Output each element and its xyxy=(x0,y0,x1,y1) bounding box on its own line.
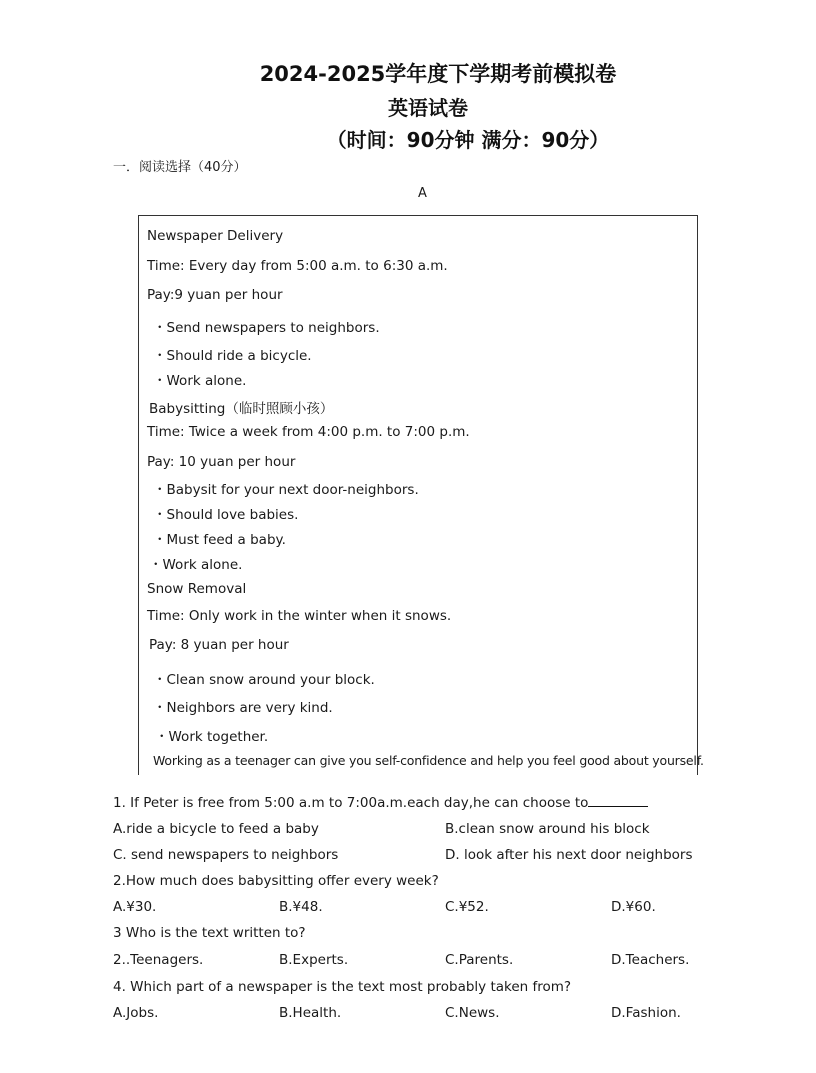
job1-bullet: ・Send newspapers to neighbors. xyxy=(153,320,380,336)
job2-bullet: ・Work alone. xyxy=(149,557,243,573)
passage-box xyxy=(138,215,704,775)
q4-option-b[interactable]: B.Health. xyxy=(279,1005,342,1021)
job1-bullet: ・Work alone. xyxy=(153,373,247,389)
job1-pay: Pay:9 yuan per hour xyxy=(147,287,283,303)
job1-time: Time: Every day from 5:00 a.m. to 6:30 a.m. xyxy=(147,258,448,274)
question-stem: 1. If Peter is free from 5:00 a.m to 7:00a.m.each day,he can choose to xyxy=(113,795,589,811)
job2-pay: Pay: 10 yuan per hour xyxy=(147,454,296,470)
job3-bullet: ・Neighbors are very kind. xyxy=(153,700,333,716)
job2-bullet: ・Should love babies. xyxy=(153,507,299,523)
q1-option-d[interactable]: D. look after his next door neighbors xyxy=(445,847,693,863)
passage-label: A xyxy=(418,186,427,201)
exam-subject: 英语试卷 xyxy=(388,96,468,120)
exam-time-info: （时间：90分钟 满分：90分） xyxy=(326,128,610,152)
job2-bullet: ・Babysit for your next door-neighbors. xyxy=(153,482,419,498)
passage-closing: Working as a teenager can give you self-confidence and help you feel good about yourself. xyxy=(153,753,704,768)
q1-option-c[interactable]: C. send newspapers to neighbors xyxy=(113,847,339,863)
q4-option-a[interactable]: A.Jobs. xyxy=(113,1005,159,1021)
q1-option-a[interactable]: A.ride a bicycle to feed a baby xyxy=(113,821,319,837)
job2-time: Time: Twice a week from 4:00 p.m. to 7:00 p.m. xyxy=(147,424,470,440)
job3-time: Time: Only work in the winter when it snows. xyxy=(147,608,452,624)
q2-option-d[interactable]: D.¥60. xyxy=(611,899,656,915)
answer-blank[interactable] xyxy=(588,794,648,807)
q3-option-c[interactable]: C.Parents. xyxy=(445,952,514,968)
section-heading: 一．阅读选择（40分） xyxy=(113,160,247,175)
q4-option-d[interactable]: D.Fashion. xyxy=(611,1005,681,1021)
question-4: 4. Which part of a newspaper is the text most probably taken from? xyxy=(113,979,572,995)
q2-option-a[interactable]: A.¥30. xyxy=(113,899,157,915)
q3-option-a[interactable]: 2..Teenagers. xyxy=(113,952,204,968)
job3-name: Snow Removal xyxy=(147,581,247,597)
q3-option-b[interactable]: B.Experts. xyxy=(279,952,349,968)
job3-bullet: ・Work together. xyxy=(155,729,269,745)
q3-option-d[interactable]: D.Teachers. xyxy=(611,952,690,968)
question-1 xyxy=(113,794,648,811)
job1-bullet: ・Should ride a bicycle. xyxy=(153,348,312,364)
question-3: 3 Who is the text written to? xyxy=(113,925,306,941)
job1-name: Newspaper Delivery xyxy=(147,228,284,244)
q1-option-b[interactable]: B.clean snow around his block xyxy=(445,821,650,837)
q2-option-b[interactable]: B.¥48. xyxy=(279,899,323,915)
q4-option-c[interactable]: C.News. xyxy=(445,1005,500,1021)
job2-bullet: ・Must feed a baby. xyxy=(153,532,286,548)
q2-option-c[interactable]: C.¥52. xyxy=(445,899,489,915)
job2-name: Babysitting（临时照顾小孩） xyxy=(149,401,334,417)
job3-pay: Pay: 8 yuan per hour xyxy=(149,637,289,653)
question-2: 2.How much does babysitting offer every week? xyxy=(113,873,439,889)
job3-bullet: ・Clean snow around your block. xyxy=(153,672,375,688)
exam-title: 2024-2025学年度下学期考前模拟卷 xyxy=(259,62,617,86)
